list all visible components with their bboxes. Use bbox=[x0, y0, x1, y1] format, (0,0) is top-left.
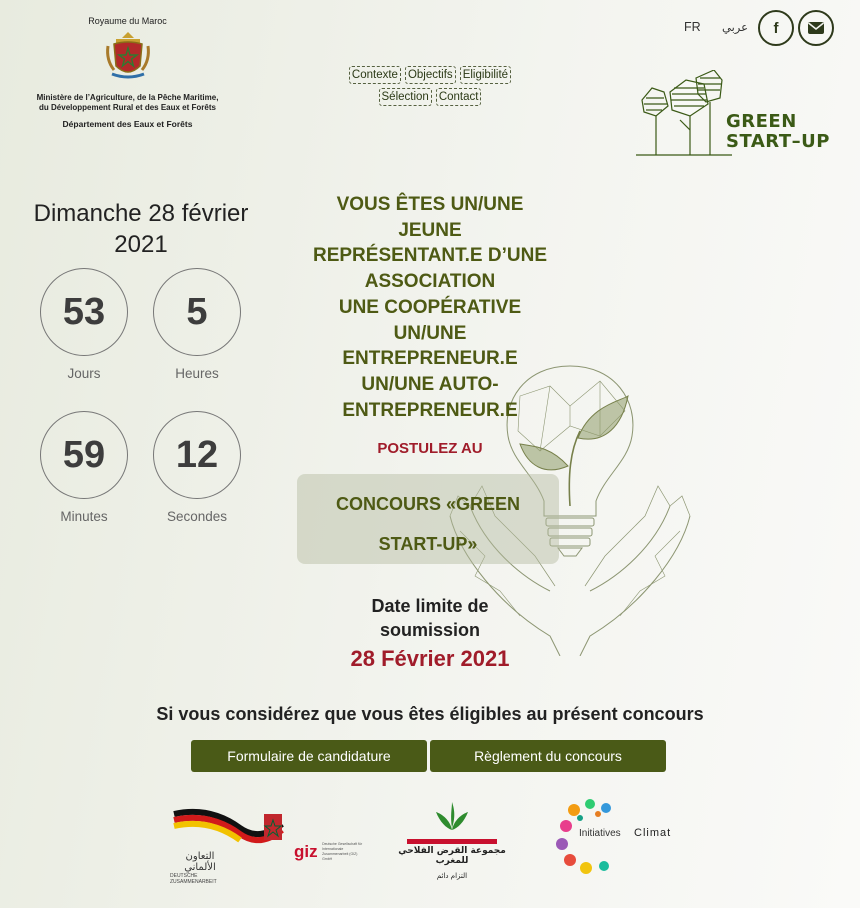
headline-line: UNE COOPÉRATIVE bbox=[338, 296, 522, 318]
minutes-value: 59 bbox=[62, 433, 106, 476]
days-label: Jours bbox=[67, 366, 101, 381]
nav-selection[interactable]: Sélection bbox=[379, 88, 432, 106]
ministry-line-1: Ministère de l’Agriculture, de la Pêche Maritime, bbox=[36, 93, 219, 102]
ministry-line-2: du Développement Rural et des Eaux et Forêts bbox=[39, 103, 216, 112]
cam-red-bar bbox=[407, 839, 497, 844]
envelope-icon[interactable] bbox=[798, 10, 834, 46]
giz-wordmark: giz bbox=[294, 842, 318, 861]
giz-sub-text: Deutsche Gesellschaft für Internationale Zusammenarbeit (GIZ) GmbH bbox=[322, 842, 363, 861]
headline-line: ENTREPRENEUR.E bbox=[342, 399, 518, 421]
countdown-minutes bbox=[40, 411, 128, 499]
days-value: 53 bbox=[62, 290, 106, 333]
deutsche-sub-text: DEUTSCHE ZUSAMMENARBEIT bbox=[170, 873, 217, 885]
german-flag-ribbon-icon bbox=[170, 806, 285, 846]
royaume-label: Royaume du Maroc bbox=[88, 16, 167, 26]
deadline-line-2: soumission bbox=[379, 620, 481, 640]
deutsche-zusammenarbeit-logo bbox=[170, 806, 285, 885]
climat-text: Climat bbox=[634, 827, 672, 839]
minutes-label: Minutes bbox=[60, 509, 108, 524]
nav-eligibilite[interactable]: Eligibilité bbox=[460, 66, 511, 84]
ministry-block bbox=[20, 16, 235, 129]
coat-of-arms-icon bbox=[104, 30, 152, 82]
deutsche-ar-text: التعاون الألماني bbox=[184, 851, 216, 873]
main-headline bbox=[296, 192, 564, 423]
countdown-hours bbox=[153, 268, 241, 356]
department-label: Département des Eaux et Forêts bbox=[62, 119, 193, 129]
countdown-days bbox=[40, 268, 128, 356]
seconds-value: 12 bbox=[175, 433, 219, 476]
headline-line: UN/UNE bbox=[393, 322, 467, 344]
seconds-label: Secondes bbox=[166, 509, 228, 524]
nav-contexte[interactable]: Contexte bbox=[349, 66, 401, 84]
deadline-date: 28 Février 2021 bbox=[350, 646, 510, 671]
countdown-date-title: Dimanche 28 février 2021 bbox=[33, 200, 249, 258]
wordmark-line-2: START–UP bbox=[726, 131, 830, 152]
lang-fr-link[interactable]: FR bbox=[684, 20, 701, 34]
cam-leaf-icon bbox=[432, 800, 472, 834]
facebook-glyph: f bbox=[773, 19, 779, 37]
lang-ar-link[interactable]: عربي bbox=[722, 20, 748, 34]
envelope-glyph bbox=[807, 21, 825, 35]
headline-line: REPRÉSENTANT.E D’UNE bbox=[312, 245, 547, 267]
cam-sub-ar-text: التزام دائم bbox=[436, 872, 468, 880]
nav-contact[interactable]: Contact bbox=[436, 88, 482, 106]
headline-line: ENTREPRENEUR.E bbox=[342, 348, 518, 370]
deadline-line-1: Date limite de bbox=[371, 596, 489, 616]
deadline-label bbox=[300, 594, 560, 642]
hours-label: Heures bbox=[175, 366, 219, 381]
nav-objectifs[interactable]: Objectifs bbox=[405, 66, 456, 84]
initiatives-climat-logo bbox=[552, 796, 692, 876]
initiatives-text: Initiatives bbox=[579, 828, 621, 839]
headline-line: JEUNE bbox=[398, 219, 462, 241]
headline-line: UN/UNE AUTO- bbox=[361, 373, 499, 395]
postulez-label: POSTULEZ AU bbox=[377, 440, 483, 457]
giz-logo bbox=[294, 842, 374, 862]
concours-line-2: START-UP» bbox=[378, 534, 478, 554]
cam-ar-text: مجموعة القرض الفلاحي للمغرب bbox=[398, 846, 506, 866]
concours-title bbox=[297, 484, 559, 564]
headline-line: ASSOCIATION bbox=[364, 271, 496, 293]
credit-agricole-maroc-logo bbox=[382, 800, 522, 880]
main-nav bbox=[330, 66, 530, 110]
application-form-button[interactable]: Formulaire de candidature bbox=[191, 740, 427, 772]
facebook-icon[interactable] bbox=[758, 10, 794, 46]
hours-value: 5 bbox=[186, 290, 208, 333]
concours-line-1: CONCOURS «GREEN bbox=[335, 494, 521, 514]
headline-line: VOUS ÊTES UN/UNE bbox=[336, 194, 524, 215]
green-startup-wordmark bbox=[726, 112, 830, 152]
wordmark-line-1: GREEN bbox=[726, 111, 797, 132]
eligibility-text: Si vous considérez que vous êtes éligibles au présent concours bbox=[156, 704, 704, 724]
countdown-seconds bbox=[153, 411, 241, 499]
rules-button[interactable]: Règlement du concours bbox=[430, 740, 666, 772]
